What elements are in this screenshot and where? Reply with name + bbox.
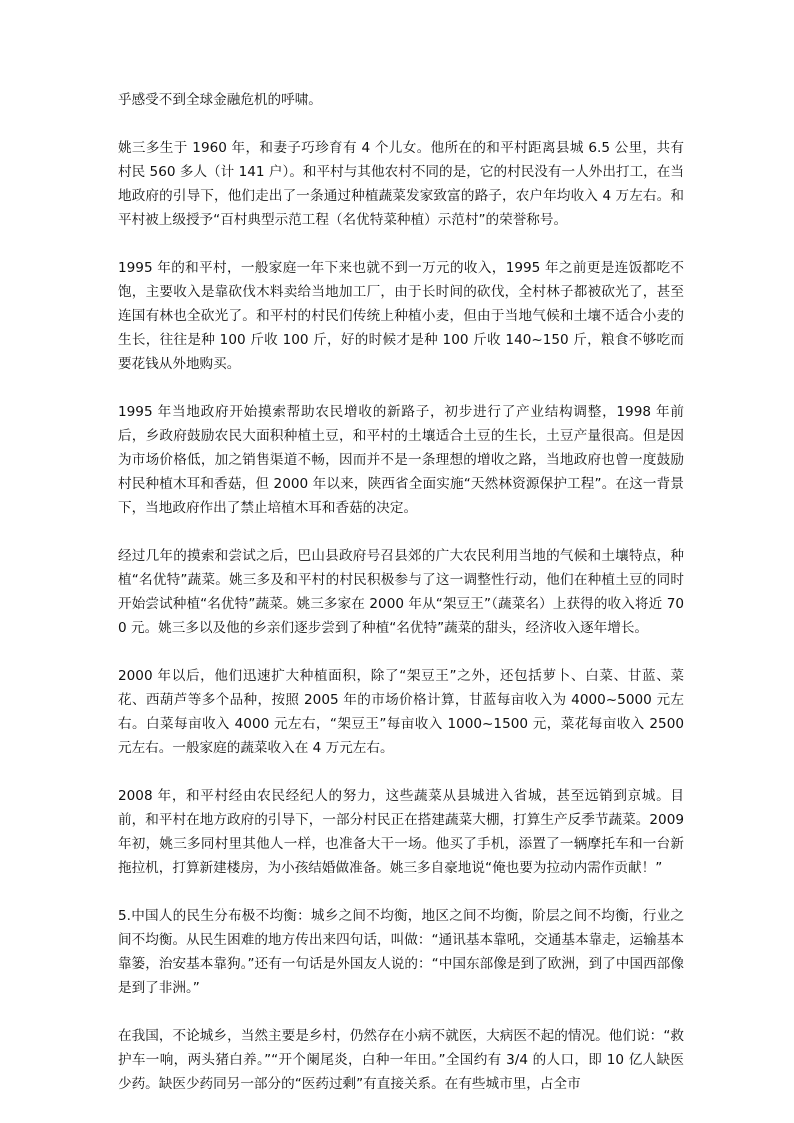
paragraph-6: 2000 年以后，他们迅速扩大种植面积，除了“架豆王”之外，还包括萝卜、白菜、甘蓝、菜花、西葫芦等多个品种，按照 2005 年的市场价格计算，甘蓝每亩收入为 4000~5000 元左右。白菜每亩收入 4000 元左右，“架豆王”每亩收入 1000~1500 元，菜花每亩收入 2500 元左右。一般家庭的蔬菜收入在 4 万元左右。 [118,668,684,756]
paragraph-8: 5.中国人的民生分布极不均衡：城乡之间不均衡，地区之间不均衡，阶层之间不均衡，行业之间不均衡。从民生困难的地方传出来四句话，叫做：“通讯基本靠吼，交通基本靠走，运输基本靠篓，治安基本靠狗。”还有一句话是外国友人说的：“中国东部像是到了欧洲，到了中国西部像是到了非洲。” [118,908,684,996]
paragraph-5: 经过几年的摸索和尝试之后，巴山县政府号召县郊的广大农民利用当地的气候和土壤特点，种植“名优特”蔬菜。姚三多及和平村的村民积极参与了这一调整性行动，他们在种植土豆的同时开始尝试种植“名优特”蔬菜。姚三多家在 2000 年从“架豆王”（蔬菜名）上获得的收入将近 700 元。姚三多以及他的乡亲们逐步尝到了种植“名优特”蔬菜的甜头，经济收入逐年增长。 [118,548,684,636]
paragraph-3: 1995 年的和平村，一般家庭一年下来也就不到一万元的收入，1995 年之前更是连饭都吃不饱，主要收入是靠砍伐木料卖给当地加工厂，由于长时间的砍伐，全村林子都被砍光了，甚至连国有林也全砍光了。和平村的村民们传统上种植小麦，但由于当地气候和土壤不适合小麦的生长，往往是种 100 斤收 100 斤，好的时候才是种 100 斤收 140~150 斤，粮食不够吃而要花钱从外地购买。 [118,260,684,372]
document-page [118,88,684,1096]
paragraph-1: 乎感受不到全球金融危机的呼啸。 [118,92,322,108]
paragraph-2: 姚三多生于 1960 年，和妻子巧珍育有 4 个儿女。他所在的和平村距离县城 6.5 公里，共有村民 560 多人（计 141 户）。和平村与其他农村不同的是，它的村民没有一人外出打工，在当地政府的引导下，他们走出了一条通过种植蔬菜发家致富的路子，农户年均收入 4 万左右。和平村被上级授予“百村典型示范工程（名优特菜种植）示范村”的荣誉称号。 [118,140,684,228]
paragraph-9: 在我国，不论城乡，当然主要是乡村，仍然存在小病不就医，大病医不起的情况。他们说：“救护车一响，两头猪白养。”“开个阑尾炎，白种一年田。”全国约有 3/4 的人口，即 10 亿人缺医少药。缺医少药同另一部分的“医药过剩”有直接关系。在有些城市里，占全市 [118,1028,684,1092]
paragraph-4: 1995 年当地政府开始摸索帮助农民增收的新路子，初步进行了产业结构调整，1998 年前后，乡政府鼓励农民大面积种植土豆，和平村的土壤适合土豆的生长，土豆产量很高。但是因为市场价格低，加之销售渠道不畅，因而并不是一条理想的增收之路，当地政府也曾一度鼓励村民种植木耳和香菇，但 2000 年以来，陕西省全面实施“天然林资源保护工程”。在这一背景下，当地政府作出了禁止培植木耳和香菇的决定。 [118,404,684,516]
paragraph-7: 2008 年，和平村经由农民经纪人的努力，这些蔬菜从县城进入省城，甚至远销到京城。目前，和平村在地方政府的引导下，一部分村民正在搭建蔬菜大棚，打算生产反季节蔬菜。2009 年初，姚三多同村里其他人一样，也准备大干一场。他买了手机，添置了一辆摩托车和一台新拖拉机，打算新建楼房，为小孩结婚做准备。姚三多自豪地说“俺也要为拉动内需作贡献！” [118,788,684,876]
